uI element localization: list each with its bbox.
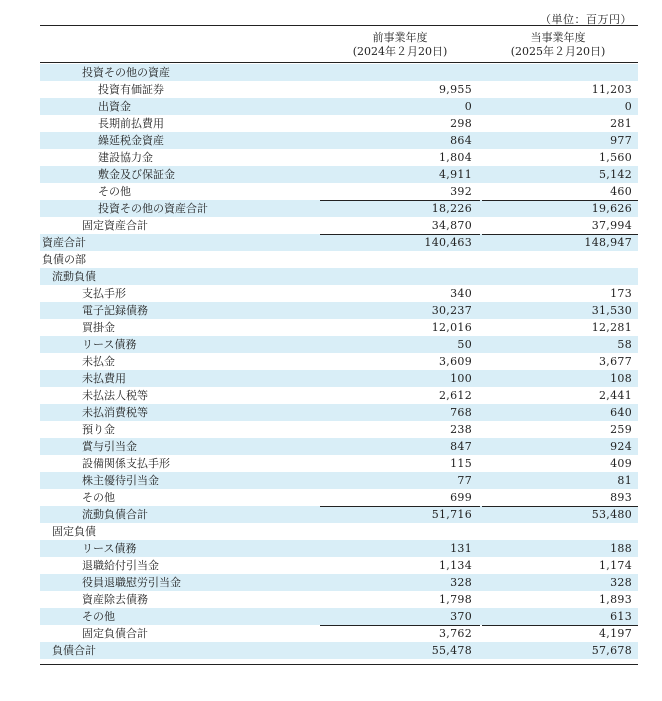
row-value-curr: 57,678: [591, 644, 632, 657]
table-row: [40, 523, 638, 540]
row-label: その他: [98, 185, 131, 198]
balance-sheet-rows: [40, 64, 638, 659]
row-value-curr: 148,947: [584, 236, 632, 249]
row-label: 株主優待引当金: [82, 474, 159, 487]
row-label: 退職給付引当金: [82, 559, 159, 572]
row-value-prev: 370: [450, 610, 472, 623]
row-value-prev: 864: [450, 134, 472, 147]
row-value-prev: 18,226: [431, 202, 472, 215]
row-value-curr: 281: [610, 117, 632, 130]
row-value-curr: 613: [610, 610, 632, 623]
column-header-prev: [320, 31, 480, 59]
table-row: [40, 302, 638, 319]
table-row: [40, 98, 638, 115]
row-value-prev: 340: [450, 287, 472, 300]
row-label: 固定資産合計: [82, 219, 148, 232]
row-value-prev: 12,016: [431, 321, 472, 334]
row-label: 繰延税金資産: [98, 134, 164, 147]
table-row: [40, 285, 638, 302]
row-value-prev: 140,463: [424, 236, 472, 249]
row-value-curr: 1,560: [599, 151, 632, 164]
row-value-curr: 409: [610, 457, 632, 470]
row-label: リース債務: [82, 338, 137, 351]
row-label: 未払費用: [82, 372, 126, 385]
row-value-curr: 259: [610, 423, 632, 436]
row-value-prev: 115: [450, 457, 472, 470]
row-value-curr: 11,203: [591, 83, 632, 96]
row-value-curr: 1,893: [599, 593, 632, 606]
row-value-prev: 392: [450, 185, 472, 198]
row-label: その他: [82, 610, 115, 623]
row-value-curr: 37,994: [591, 219, 632, 232]
row-value-prev: 1,798: [439, 593, 472, 606]
row-label: 未払法人税等: [82, 389, 148, 402]
table-row: [40, 251, 638, 268]
row-value-curr: 977: [610, 134, 632, 147]
row-value-prev: 328: [450, 576, 472, 589]
row-value-prev: 34,870: [431, 219, 472, 232]
row-label: 設備関係支払手形: [82, 457, 170, 470]
row-value-prev: 131: [450, 542, 472, 555]
table-row: [40, 64, 638, 81]
row-value-curr: 58: [617, 338, 632, 351]
row-value-prev: 55,478: [431, 644, 472, 657]
table-row: [40, 370, 638, 387]
row-label: 負債合計: [52, 644, 96, 657]
row-value-prev: 51,716: [431, 508, 472, 521]
row-label: 預り金: [82, 423, 115, 436]
table-row: [40, 217, 638, 234]
row-label: 長期前払費用: [98, 117, 164, 130]
row-value-curr: 4,197: [599, 627, 632, 640]
row-value-curr: 1,174: [599, 559, 632, 572]
row-label: 未払金: [82, 355, 115, 368]
column-header-curr: [478, 31, 638, 59]
row-label: 固定負債合計: [82, 627, 148, 640]
row-label: 資産合計: [42, 236, 86, 249]
row-value-prev: 30,237: [431, 304, 472, 317]
row-value-curr: 19,626: [591, 202, 632, 215]
row-label: 電子記録債務: [82, 304, 148, 317]
row-label: 買掛金: [82, 321, 115, 334]
unit-note: （単位：百万円）: [540, 13, 632, 26]
row-value-prev: 847: [450, 440, 472, 453]
row-value-prev: 699: [450, 491, 472, 504]
table-row: [40, 557, 638, 574]
row-value-curr: 924: [610, 440, 632, 453]
row-value-curr: 188: [610, 542, 632, 555]
table-row: [40, 81, 638, 98]
row-label: 負債の部: [42, 253, 86, 266]
table-row: [40, 183, 638, 200]
row-value-curr: 0: [624, 100, 632, 113]
row-value-prev: 9,955: [439, 83, 472, 96]
row-value-curr: 328: [610, 576, 632, 589]
table-row: [40, 455, 638, 472]
row-label: 支払手形: [82, 287, 126, 300]
column-header-prev-date: (2024年２月20日): [352, 45, 448, 58]
table-row: [40, 353, 638, 370]
row-label: 出資金: [98, 100, 131, 113]
row-label: 固定負債: [52, 525, 96, 538]
table-row: [40, 540, 638, 557]
table-row: [40, 421, 638, 438]
table-row: [40, 625, 638, 642]
row-value-prev: 298: [450, 117, 472, 130]
table-row: [40, 115, 638, 132]
row-value-prev: 0: [464, 100, 472, 113]
row-value-curr: 108: [610, 372, 632, 385]
row-value-prev: 3,609: [439, 355, 472, 368]
row-label: 建設協力金: [98, 151, 153, 164]
row-label: 未払消費税等: [82, 406, 148, 419]
table-row: [40, 268, 638, 285]
table-row: [40, 387, 638, 404]
table-row: [40, 438, 638, 455]
table-row: [40, 166, 638, 183]
table-row: [40, 200, 638, 217]
row-value-curr: 5,142: [599, 168, 632, 181]
row-value-prev: 2,612: [439, 389, 472, 402]
column-header-curr-date: (2025年２月20日): [510, 45, 606, 58]
row-value-prev: 768: [450, 406, 472, 419]
row-value-curr: 173: [610, 287, 632, 300]
row-value-curr: 53,480: [591, 508, 632, 521]
row-value-curr: 81: [617, 474, 632, 487]
header-rule: [40, 62, 638, 63]
row-value-curr: 460: [610, 185, 632, 198]
row-label: リース債務: [82, 542, 137, 555]
row-label: その他: [82, 491, 115, 504]
row-label: 流動負債: [52, 270, 96, 283]
row-value-prev: 238: [450, 423, 472, 436]
table-row: [40, 404, 638, 421]
top-rule: [40, 25, 638, 26]
column-header-curr-title: 当事業年度: [530, 31, 586, 44]
row-value-curr: 893: [610, 491, 632, 504]
row-label: 敷金及び保証金: [98, 168, 175, 181]
table-row: [40, 132, 638, 149]
table-row: [40, 591, 638, 608]
table-row: [40, 234, 638, 251]
row-value-curr: 12,281: [591, 321, 632, 334]
table-row: [40, 319, 638, 336]
row-label: 投資その他の資産合計: [98, 202, 208, 215]
row-label: 資産除去債務: [82, 593, 148, 606]
table-row: [40, 489, 638, 506]
row-value-prev: 100: [450, 372, 472, 385]
row-value-curr: 640: [610, 406, 632, 419]
table-row: [40, 472, 638, 489]
row-value-curr: 31,530: [591, 304, 632, 317]
table-row: [40, 608, 638, 625]
row-label: 投資その他の資産: [82, 66, 170, 79]
table-row: [40, 574, 638, 591]
row-value-prev: 1,804: [439, 151, 472, 164]
table-row: [40, 506, 638, 523]
column-header-prev-title: 前事業年度: [372, 31, 428, 44]
row-label: 投資有価証券: [98, 83, 164, 96]
table-row: [40, 336, 638, 353]
row-label: 役員退職慰労引当金: [82, 576, 181, 589]
table-row: [40, 149, 638, 166]
row-value-prev: 77: [457, 474, 472, 487]
row-value-curr: 2,441: [599, 389, 632, 402]
row-value-prev: 50: [457, 338, 472, 351]
row-value-prev: 4,911: [439, 168, 472, 181]
table-row: [40, 642, 638, 659]
row-label: 賞与引当金: [82, 440, 137, 453]
row-value-prev: 3,762: [439, 627, 472, 640]
row-value-curr: 3,677: [599, 355, 632, 368]
bottom-rule: [40, 664, 638, 665]
row-label: 流動負債合計: [82, 508, 148, 521]
row-value-prev: 1,134: [439, 559, 472, 572]
